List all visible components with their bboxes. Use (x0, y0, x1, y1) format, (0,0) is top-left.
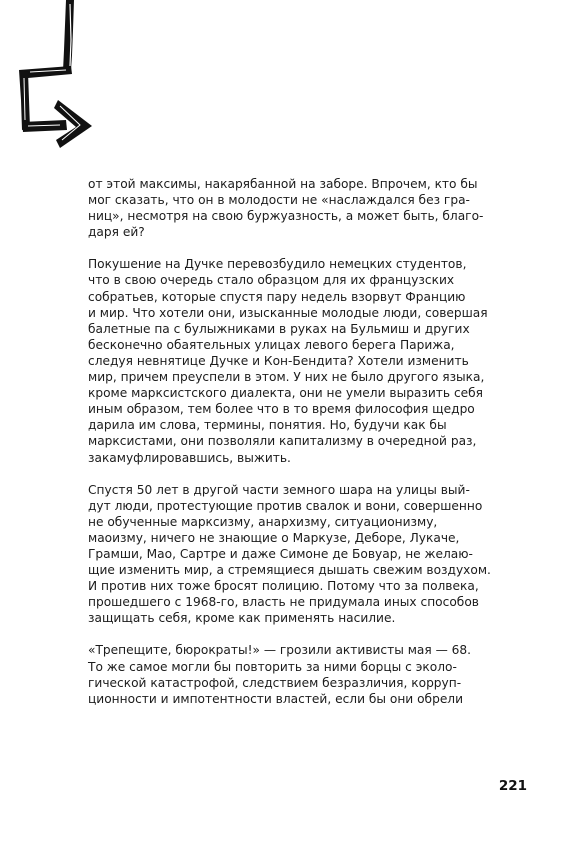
text-line: дут люди, протестующие против свалок и вони, совершенно (88, 498, 483, 513)
text-line: То же самое могли бы повторить за ними борцы с эколо- (88, 659, 457, 674)
text-line: Покушение на Дучке перевозбудило немецких студентов, (88, 257, 467, 272)
text-line: следуя невнятице Дучке и Кон-Бендита? Хотели изменить (88, 353, 469, 368)
text-line: ниц», несмотря на свою буржуазность, а может быть, благо- (88, 209, 484, 224)
text-line: «Трепещите, бюрократы!» — грозили активисты мая — 68. (88, 643, 472, 658)
text-line: Спустя 50 лет в другой части земного шара на улицы вый- (88, 482, 470, 497)
text-line: И против них тоже бросят полицию. Потому что за полвека, (88, 579, 479, 594)
text-line: защищать себя, кроме как применять насилие. (88, 611, 396, 626)
text-line: мог сказать, что он в молодости не «наслаждался без гра- (88, 193, 470, 208)
text-line: закамуфлировавшись, выжить. (88, 450, 291, 465)
hand-drawn-arrow-icon (14, 0, 94, 155)
text-line: не обученные марксизму, анархизму, ситуационизму, (88, 514, 438, 529)
text-line: бесконечно обаятельных улицах левого берега Парижа, (88, 337, 455, 352)
text-line: щие изменить мир, а стремящиеся дышать свежим воздухом. (88, 563, 491, 578)
text-line: гической катастрофой, следствием безразличия, корруп- (88, 675, 462, 690)
body-text (88, 176, 491, 723)
text-line: балетные па с булыжниками в руках на Бульмиш и других (88, 321, 470, 336)
text-line: Грамши, Мао, Сартре и даже Симоне де Бовуар, не желаю- (88, 546, 473, 561)
text-line: ционности и импотентности властей, если бы они обрели (88, 691, 464, 706)
paragraph-1 (88, 176, 484, 240)
text-line: мир, причем преуспели в этом. У них не было другого языка, (88, 370, 485, 385)
text-line: дарила им слова, термины, понятия. Но, будучи как бы (88, 418, 447, 433)
text-line: даря ей? (88, 225, 145, 240)
text-line: кроме марксистского диалекта, они не умели выразить себя (88, 386, 483, 401)
text-line: маоизму, ничего не знающие о Маркузе, Деборе, Лукаче, (88, 530, 460, 545)
text-line: что в свою очередь стало образцом для их французских (88, 273, 455, 288)
page-number: 221 (498, 778, 527, 794)
text-line: от этой максимы, накарябанной на заборе. Впрочем, кто бы (88, 177, 478, 191)
text-line: собратьев, которые спустя пару недель взорвут Францию (88, 289, 466, 304)
paragraph-4 (88, 642, 480, 706)
text-line: прошедшего с 1968-го, власть не придумала иных способов (88, 595, 479, 610)
text-line: и мир. Что хотели они, изысканные молодые люди, совершая (88, 305, 488, 320)
paragraph-2 (88, 256, 488, 465)
text-line: марксистами, они позволяли капитализму в очередной раз, (88, 434, 477, 449)
text-line: иным образом, тем более что в то время философия щедро (88, 402, 475, 417)
paragraph-3 (88, 482, 491, 627)
